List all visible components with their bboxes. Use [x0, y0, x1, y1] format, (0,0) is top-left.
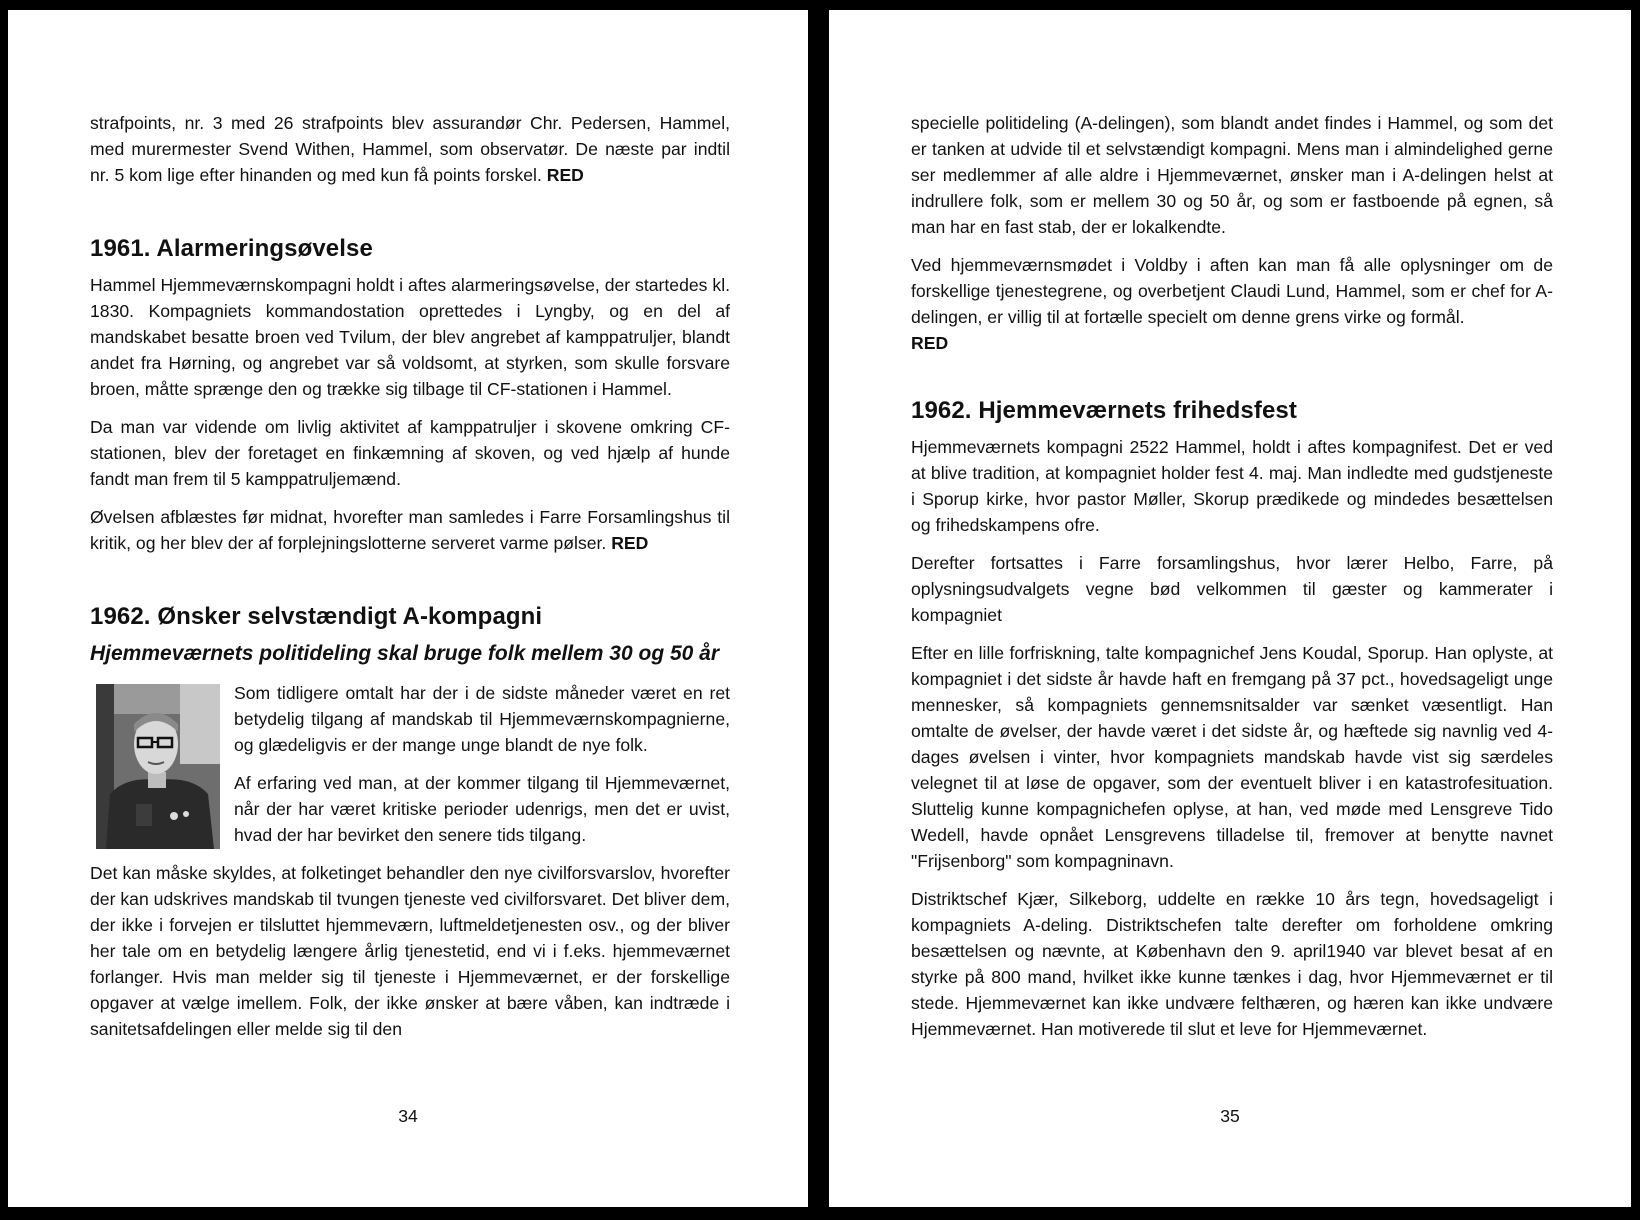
portrait-image [96, 684, 220, 849]
paragraph: Hjemmeværnets kompagni 2522 Hammel, holdt i aftes kompagnifest. Det er ved at blive tradition, at kompagniet holder fest 4. maj. Man indledte med gudstjeneste i Sporup kirke, hvor pastor Møller, Skorup prædikede og mindedes besættelsen og frihedskampens ofre. [911, 437, 1553, 535]
left-page [8, 10, 808, 1207]
paragraph-text: Ved hjemmeværnsmødet i Voldby i aften kan man få alle oplysninger om de forskellige tjenestegrene, og overbetjent Claudi Lund, Hammel, som er chef for A-delingen, er villig til at fortælle specielt om denne grens virke og formål. [911, 255, 1553, 327]
paragraph: Hammel Hjemmeværnskompagni holdt i aftes alarmeringsøvelse, der startedes kl. 1830. Kompagniets kommandostation oprettedes i Lyngby, og en del af mandskabet besatte broen ved Tvilum, der blev angrebet af kamppatruljer, blandt andet fra Hørning, og angrebet var så voldsomt, at styrken, som skulle forsvare broen, måtte sprænge den og trække sig tilbage til CF-stationen i Hammel. [90, 275, 730, 399]
signature-red: RED [611, 533, 649, 553]
paragraph [911, 252, 1553, 356]
section-heading: 1962. Hjemmeværnets frihedsfest [911, 397, 1297, 424]
page-number: 35 [1220, 1106, 1240, 1126]
section-heading: 1961. Alarmeringsøvelse [90, 235, 373, 262]
paragraph-text: Øvelsen afblæstes før midnat, hvorefter man samledes i Farre Forsamlingshus til kritik, og her blev der af forplejningslotterne serveret varme pølser. [90, 507, 730, 553]
paragraph: Som tidligere omtalt har der i de sidste måneder været en ret betydelig tilgang af mandskab til Hjemmeværnskompagnierne, og glædeligvis er der mange unge blandt de nye folk. [234, 683, 730, 755]
section-heading: 1962. Ønsker selvstændigt A-kompagni [90, 603, 543, 630]
right-page-content [911, 110, 1553, 1054]
paragraph: Af erfaring ved man, at der kommer tilgang til Hjemmeværnet, når der har været kritiske perioder udenrigs, men det er uvist, hvad der har bevirket den senere tids tilgang. [234, 773, 730, 845]
intro-paragraph [90, 110, 730, 188]
paragraph: specielle politideling (A-delingen), som blandt andet findes i Hammel, og som det er tanken at udvide til et selvstændigt kompagni. Mens man i almindelighed gerne ser medlemmer af alle aldre i Hjemmeværnet, ønsker man i A-delingen helst at indrullere folk, som er mellem 30 og 50 år, og som er fastboende på egnen, så man har en fast stab, der er lokalkendte. [911, 113, 1553, 237]
photo-text-block [90, 680, 730, 860]
signature-red: RED [911, 333, 949, 353]
paragraph [90, 504, 730, 556]
paragraph: Det kan måske skyldes, at folketinget behandler den nye civilforsvarslov, hvorefter der kan udskrives mandskab til tvungen tjeneste ved civilforsvaret. Det bliver dem, der ikke i forvejen er tilsluttet hjemmeværn, luftmeldetjenesten osv., og der bliver her tale om en betydelig længere årlig tjenestetid, end vi i f.eks. hjemmeværnet forlanger. Hvis man melder sig til tjeneste i Hjemmeværnet, er der forskellige opgaver at vælge imellem. Folk, der ikke ønsker at bære våben, kan indtræde i sanitetsafdelingen eller melde sig til den [90, 863, 730, 1039]
page-number: 34 [398, 1106, 418, 1126]
portrait-photo [96, 684, 220, 849]
right-page [829, 10, 1631, 1207]
intro-text: strafpoints, nr. 3 med 26 strafpoints blev assurandør Chr. Pedersen, Hammel, med murermester Svend Withen, Hammel, som observatør. De næste par indtil nr. 5 kom lige efter hinanden og med kun få points forskel. [90, 113, 730, 185]
paragraph: Derefter fortsattes i Farre forsamlingshus, hvor lærer Helbo, Farre, på oplysningsudvalgets vegne bød velkommen til gæster og kammerater i kompagniet [911, 553, 1553, 625]
left-page-content [90, 110, 730, 1054]
signature-red: RED [546, 165, 584, 185]
paragraph: Distriktschef Kjær, Silkeborg, uddelte en række 10 års tegn, hovedsageligt i kompagniets A-deling. Distriktschefen talte derefter om forholdene omkring besættelsen og nævnte, at København den 9. april1940 var blevet besat af en styrke på 800 mand, hvilket ikke kunne tænkes i dag, hvor Hjemmeværnet er til stede. Hjemmeværnet kan ikke undvære felthæren, og hæren kan ikke undvære Hjemmeværnet. Han motiverede til slut et leve for Hjemmeværnet. [911, 889, 1553, 1039]
paragraph: Efter en lille forfriskning, talte kompagnichef Jens Koudal, Sporup. Han oplyste, at kompagniet i det sidste år havde haft en fremgang på 37 pct., hovedsageligt unge mennesker, så kompagniets gennemsnitsalder var sænket væsentligt. Han omtalte de øvelser, der havde været i det sidste år, og hæftede sig navnlig ved 4-dages øvelsen i vinter, hvor kompagniets mandskab havde vist sig særdeles velegnet til at løse de opgaver, som der eventuelt bliver i en katastrofesituation. Sluttelig kunne kompagnichefen oplyse, at han, ved møde med Lensgreve Tido Wedell, havde opnået Lensgrevens tilladelse til, fremover at benytte navnet "Frijsenborg" som kompagninavn. [911, 643, 1553, 871]
paragraph: Da man var vidende om livlig aktivitet af kamppatruljer i skovene omkring CF-stationen, blev der foretaget en finkæmning af skoven, og ved hjælp af hunde fandt man frem til 5 kamppatruljemænd. [90, 417, 730, 489]
section-subheading: Hjemmeværnets politideling skal bruge folk mellem 30 og 50 år [90, 642, 720, 665]
